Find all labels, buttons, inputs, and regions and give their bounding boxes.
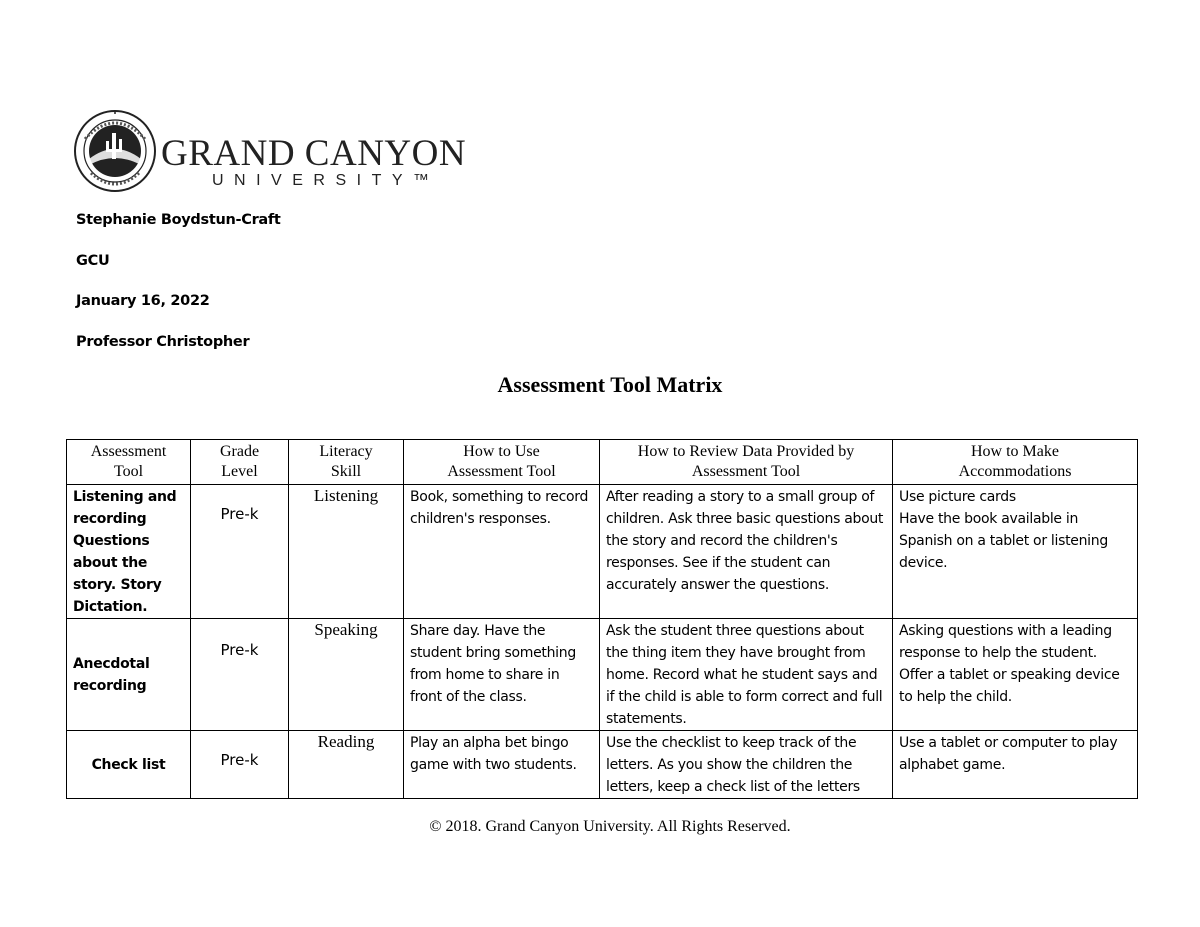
cell-accommodations: Use a tablet or computer to play alphabet game. <box>893 731 1138 799</box>
cell-use: Share day. Have the student bring something from home to share in front of the class. <box>404 619 600 731</box>
student-name: Stephanie Boydstun-Craft <box>76 212 281 228</box>
table-row <box>67 485 1138 619</box>
professor-name: Professor Christopher <box>76 334 250 350</box>
document-date: January 16, 2022 <box>76 293 210 309</box>
cell-review: Use the checklist to keep track of the letters. As you show the children the letters, keep a check list of the letters <box>600 731 893 799</box>
cell-grade: Pre-k <box>191 731 289 799</box>
cell-grade: Pre-k <box>191 485 289 619</box>
table-header-row <box>67 440 1138 485</box>
document-title: Assessment Tool Matrix <box>497 372 723 397</box>
cell-skill: Speaking <box>289 619 404 731</box>
cell-review: After reading a story to a small group of children. Ask three basic questions about the story and record the children's responses. See if the student can accurately answer the questions. <box>600 485 893 619</box>
header-literacy-skill: Literacy Skill <box>289 440 404 485</box>
header-accommodations: How to Make Accommodations <box>893 440 1138 485</box>
cell-skill: Listening <box>289 485 404 619</box>
cell-use: Book, something to record children's responses. <box>404 485 600 619</box>
cell-accommodations: Asking questions with a leading response to help the student. Offer a tablet or speaking device to help the child. <box>893 619 1138 731</box>
university-logo <box>73 109 467 194</box>
cell-skill: Reading <box>289 731 404 799</box>
header-grade-level: Grade Level <box>191 440 289 485</box>
cell-grade: Pre-k <box>191 619 289 731</box>
header-how-to-review: How to Review Data Provided by Assessment Tool <box>600 440 893 485</box>
university-name: GRAND CANYON <box>161 133 467 174</box>
assessment-matrix-table <box>66 439 1138 799</box>
table-row <box>67 731 1138 799</box>
header-assessment-tool: Assessment Tool <box>67 440 191 485</box>
university-seal-icon <box>73 109 157 193</box>
cell-use: Play an alpha bet bingo game with two students. <box>404 731 600 799</box>
university-subtitle: UNIVERSITY™ <box>212 172 440 189</box>
copyright-footer: © 2018. Grand Canyon University. All Rights Reserved. <box>429 818 791 835</box>
cell-tool: Anecdotal recording <box>67 619 191 731</box>
cell-review: Ask the student three questions about the thing item they have brought from home. Record what he student says and if the child is able to form correct and full statements. <box>600 619 893 731</box>
cell-tool: Listening and recording Questions about the story. Story Dictation. <box>67 485 191 619</box>
header-how-to-use: How to Use Assessment Tool <box>404 440 600 485</box>
cell-tool: Check list <box>67 731 191 799</box>
table-row <box>67 619 1138 731</box>
school-name: GCU <box>76 253 110 269</box>
cell-accommodations: Use picture cards Have the book available in Spanish on a tablet or listening device. <box>893 485 1138 619</box>
